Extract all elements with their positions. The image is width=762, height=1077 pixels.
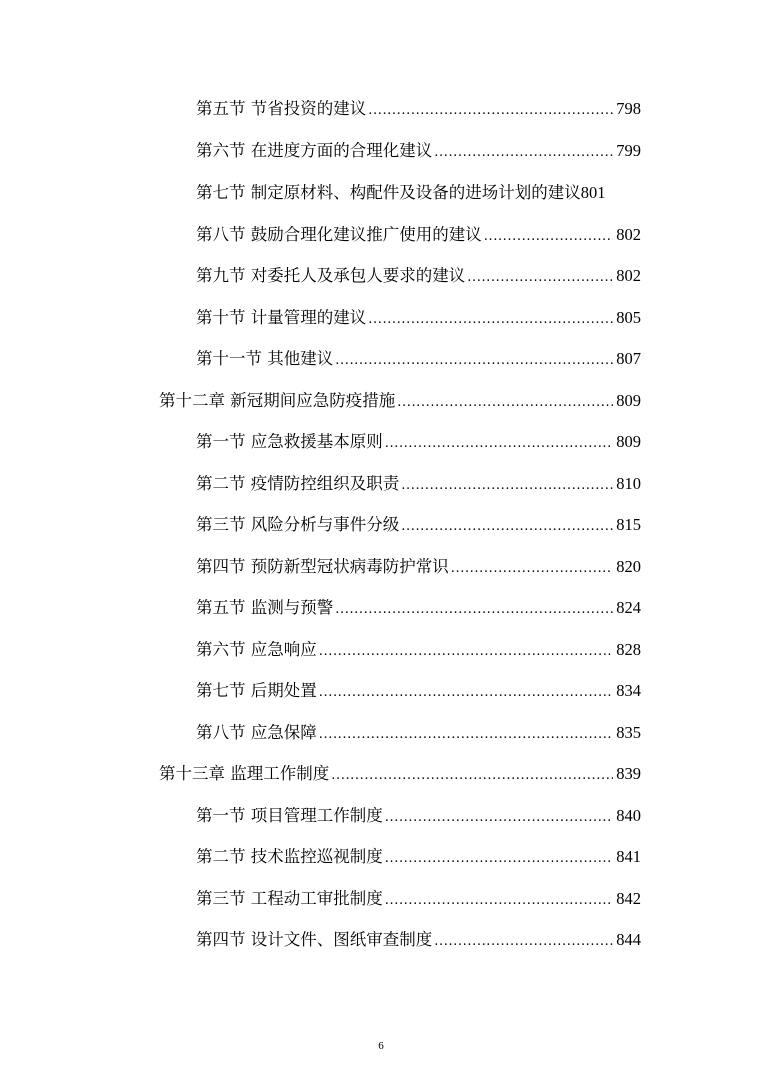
toc-entry-page: 802 bbox=[616, 225, 641, 244]
toc-entry-page: 841 bbox=[616, 847, 641, 866]
toc-dot-leader bbox=[319, 718, 614, 752]
toc-entry-page: 828 bbox=[616, 640, 641, 659]
toc-entry[interactable] bbox=[196, 882, 641, 916]
toc-dot-leader bbox=[385, 427, 614, 461]
page-number: 6 bbox=[378, 1040, 384, 1052]
toc-entry-title: 第七节 后期处置 bbox=[196, 681, 317, 700]
toc-dot-leader bbox=[451, 552, 614, 586]
toc-entry-page: 842 bbox=[616, 889, 641, 908]
toc-entry[interactable] bbox=[196, 92, 641, 126]
toc-entry[interactable] bbox=[196, 591, 641, 625]
toc-entry-page: 810 bbox=[616, 474, 641, 493]
toc-entry-title: 第九节 对委托人及承包人要求的建议 bbox=[196, 266, 466, 285]
toc-entry-page: 824 bbox=[616, 598, 641, 617]
toc-entry[interactable] bbox=[196, 716, 641, 750]
toc-dot-leader bbox=[368, 303, 613, 337]
toc-entry[interactable] bbox=[196, 508, 641, 542]
toc-entry-page: 798 bbox=[616, 99, 641, 118]
toc-entry-page: 809 bbox=[616, 432, 641, 451]
toc-entry-page: 839 bbox=[616, 764, 641, 783]
toc-dot-leader bbox=[319, 635, 614, 669]
toc-chapter-entry[interactable] bbox=[159, 384, 641, 418]
toc-entry-page: 820 bbox=[616, 557, 641, 576]
toc-dot-leader bbox=[368, 94, 613, 128]
toc-entry[interactable] bbox=[196, 923, 641, 957]
toc-dot-leader bbox=[397, 386, 613, 420]
toc-dot-leader bbox=[335, 593, 613, 627]
toc-dot-leader bbox=[319, 676, 614, 710]
toc-entry[interactable] bbox=[196, 799, 641, 833]
toc-entry-page: 835 bbox=[616, 723, 641, 742]
toc-entry[interactable] bbox=[196, 633, 641, 667]
toc-entry-title: 第三节 风险分析与事件分级 bbox=[196, 515, 400, 534]
toc-entry-title: 第十一节 其他建议 bbox=[196, 349, 334, 368]
toc-entry[interactable] bbox=[196, 342, 641, 376]
toc-entry[interactable] bbox=[196, 176, 641, 210]
toc-dot-leader bbox=[484, 220, 614, 254]
toc-dot-leader bbox=[401, 469, 613, 503]
toc-entry-page: 815 bbox=[616, 515, 641, 534]
toc-entry-page: 802 bbox=[616, 266, 641, 285]
toc-entry[interactable] bbox=[196, 550, 641, 584]
toc-entry-title: 第一节 应急救援基本原则 bbox=[196, 432, 383, 451]
toc-entry-title: 第八节 应急保障 bbox=[196, 723, 317, 742]
toc-entry[interactable] bbox=[196, 840, 641, 874]
toc-entry-title: 第十二章 新冠期间应急防疫措施 bbox=[159, 391, 396, 410]
toc-chapter-entry[interactable] bbox=[159, 757, 641, 791]
toc-entry-page: 840 bbox=[616, 806, 641, 825]
toc-entry-page: 844 bbox=[616, 930, 641, 949]
toc-entry-title: 第八节 鼓励合理化建议推广使用的建议 bbox=[196, 225, 482, 244]
toc-dot-leader bbox=[335, 344, 613, 378]
toc-entry-page: 801 bbox=[580, 183, 606, 202]
toc-entry[interactable] bbox=[196, 259, 641, 293]
toc-entry[interactable] bbox=[196, 301, 641, 335]
toc-entry-title: 第一节 项目管理工作制度 bbox=[196, 806, 383, 825]
toc-entry-page: 805 bbox=[616, 308, 641, 327]
toc-entry-title: 第六节 应急响应 bbox=[196, 640, 317, 659]
toc-dot-leader bbox=[434, 925, 613, 959]
toc-entry-title: 第五节 节省投资的建议 bbox=[196, 99, 367, 118]
toc-entry-title: 第七节 制定原材料、构配件及设备的进场计划的建议 bbox=[196, 183, 581, 202]
toc-dot-leader bbox=[467, 261, 613, 295]
toc-entry-page: 807 bbox=[616, 349, 641, 368]
toc-entry-title: 第六节 在进度方面的合理化建议 bbox=[196, 141, 433, 160]
toc-entry-title: 第三节 工程动工审批制度 bbox=[196, 889, 383, 908]
toc-entry-page: 809 bbox=[616, 391, 641, 410]
toc-entry-title: 第二节 疫情防控组织及职责 bbox=[196, 474, 400, 493]
toc-entry[interactable] bbox=[196, 218, 641, 252]
toc-entry-page: 834 bbox=[616, 681, 641, 700]
toc-entry[interactable] bbox=[196, 425, 641, 459]
toc-entry-title: 第四节 预防新型冠状病毒防护常识 bbox=[196, 557, 449, 576]
toc-entry-title: 第十节 计量管理的建议 bbox=[196, 308, 367, 327]
toc-entry-title: 第十三章 监理工作制度 bbox=[159, 764, 330, 783]
toc-entry-title: 第二节 技术监控巡视制度 bbox=[196, 847, 383, 866]
toc-entry[interactable] bbox=[196, 674, 641, 708]
toc-dot-leader bbox=[385, 884, 614, 918]
toc-dot-leader bbox=[401, 510, 613, 544]
toc-entry[interactable] bbox=[196, 467, 641, 501]
toc-entry-title: 第五节 监测与预警 bbox=[196, 598, 334, 617]
toc-entry-page: 799 bbox=[616, 141, 641, 160]
toc-dot-leader bbox=[385, 801, 614, 835]
toc-entry-title: 第四节 设计文件、图纸审查制度 bbox=[196, 930, 433, 949]
toc-dot-leader bbox=[434, 136, 613, 170]
toc-dot-leader bbox=[385, 842, 614, 876]
toc-entry[interactable] bbox=[196, 134, 641, 168]
toc-dot-leader bbox=[331, 759, 613, 793]
